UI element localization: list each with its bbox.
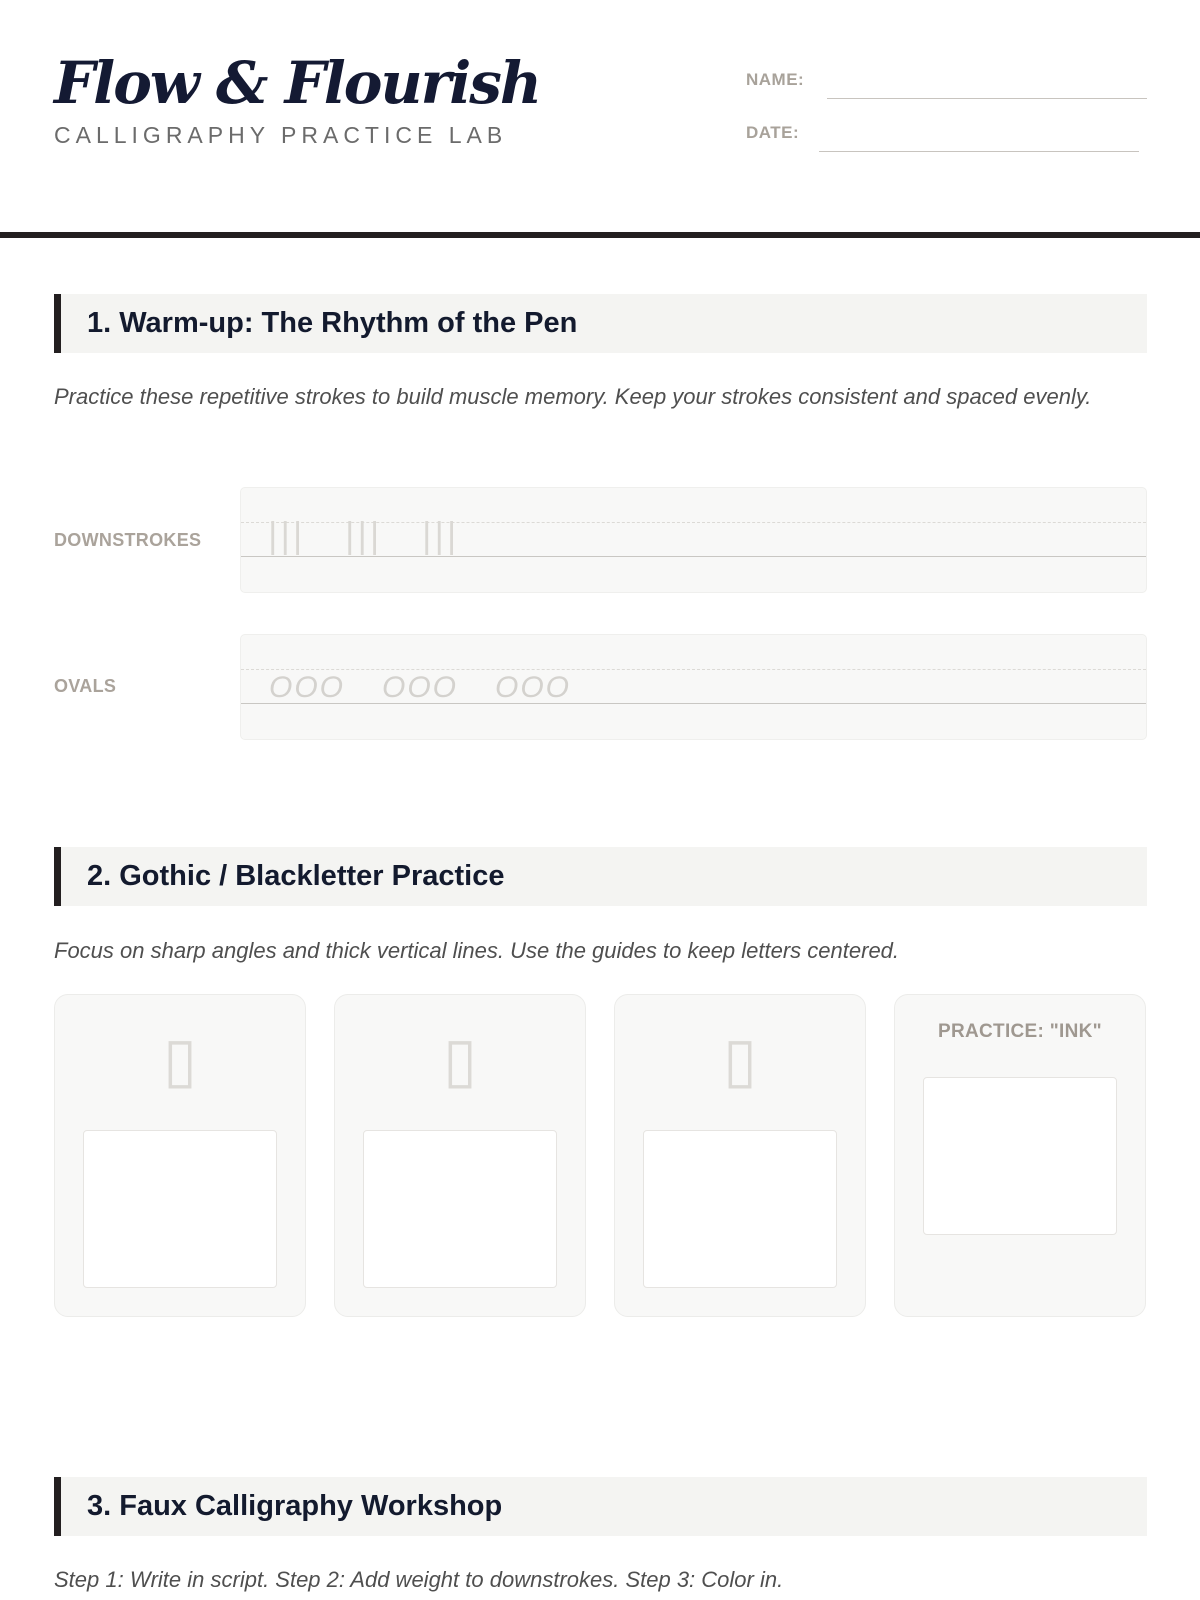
oval-example: OOO — [269, 671, 346, 704]
section-2-instructions: Focus on sharp angles and thick vertical lines. Use the guides to keep letters centered. — [54, 938, 900, 963]
section-1-title: 1. Warm-up: The Rhythm of the Pen — [87, 307, 578, 339]
guide-midline — [241, 669, 1146, 670]
guide-baseline — [241, 703, 1146, 704]
downstroke-example: ||| — [421, 516, 459, 556]
oval-example: OOO — [495, 671, 572, 704]
downstroke-example: ||| — [267, 516, 305, 556]
name-label: NAME: — [746, 70, 805, 89]
letter-practice-box[interactable] — [643, 1130, 837, 1288]
guide-baseline — [241, 556, 1146, 557]
ovals-label: OVALS — [54, 676, 117, 696]
word-practice-card — [894, 994, 1146, 1317]
letter-model: ▯ — [722, 1023, 758, 1096]
brand-subtitle: CALLIGRAPHY PRACTICE LAB — [54, 122, 508, 148]
section-3-header — [54, 1477, 1147, 1536]
downstrokes-label: DOWNSTROKES — [54, 530, 202, 550]
section-1-header — [54, 294, 1147, 353]
section-2-header — [54, 847, 1147, 906]
section-1-instructions: Practice these repetitive strokes to build muscle memory. Keep your strokes consistent and spaced evenly. — [54, 384, 1092, 409]
header-divider — [0, 232, 1200, 238]
word-practice-label: PRACTICE: "INK" — [938, 1021, 1102, 1042]
brand-title: Flow & Flourish — [54, 49, 541, 117]
date-field[interactable] — [819, 151, 1139, 152]
ovals-practice-area[interactable] — [240, 634, 1147, 740]
downstrokes-practice-area[interactable] — [240, 487, 1147, 593]
section-3-title: 3. Faux Calligraphy Workshop — [87, 1490, 503, 1522]
section-3-instructions: Step 1: Write in script. Step 2: Add weight to downstrokes. Step 3: Color in. — [54, 1567, 784, 1592]
date-label: DATE: — [746, 123, 800, 142]
letter-card — [614, 994, 866, 1317]
downstroke-example: ||| — [344, 516, 382, 556]
letter-practice-box[interactable] — [363, 1130, 557, 1288]
letter-model: ▯ — [162, 1023, 198, 1096]
word-practice-box[interactable] — [923, 1077, 1117, 1235]
section-2-title: 2. Gothic / Blackletter Practice — [87, 860, 505, 892]
letter-model: ▯ — [442, 1023, 478, 1096]
letter-card — [334, 994, 586, 1317]
name-field[interactable] — [827, 98, 1147, 99]
letter-card — [54, 994, 306, 1317]
letter-practice-box[interactable] — [83, 1130, 277, 1288]
page-header — [0, 0, 1200, 236]
oval-example: OOO — [382, 671, 459, 704]
